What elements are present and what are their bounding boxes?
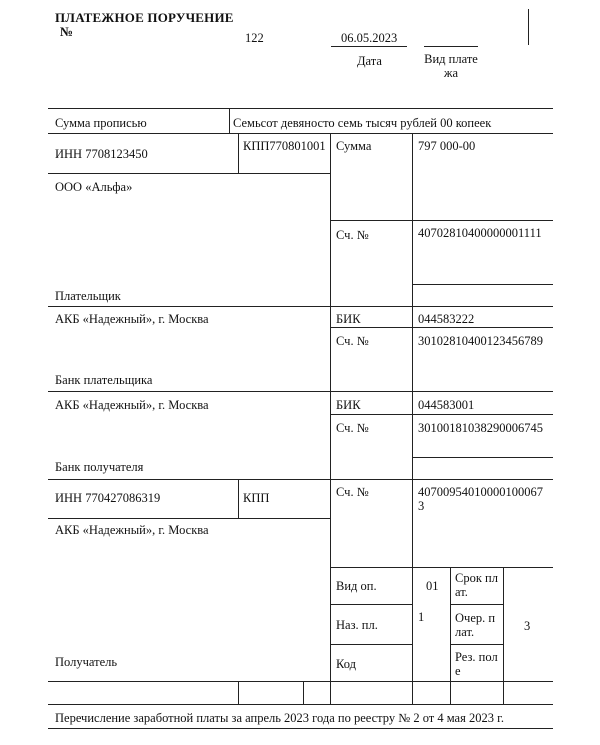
term-label: Срок плат. xyxy=(455,571,498,599)
payer-label: Плательщик xyxy=(55,289,121,303)
recipient-account-label: Сч. № xyxy=(336,485,369,499)
payer-account-label: Сч. № xyxy=(336,228,369,242)
amount-words-value: Семьсот девяносто семь тысяч рублей 00 копеек xyxy=(233,116,492,130)
payer-bik: 044583222 xyxy=(418,312,475,326)
order-left-value: 1 xyxy=(418,610,425,624)
recipient-inn: ИНН 770427086319 xyxy=(55,491,161,505)
payer-bank-name: АКБ «Надежный», г. Москва xyxy=(55,312,209,326)
date-underline xyxy=(331,46,407,47)
header-right-mark xyxy=(528,9,529,45)
payer-bank-account: 30102810400123456789 xyxy=(418,334,543,348)
recipient-name: АКБ «Надежный», г. Москва xyxy=(55,523,209,537)
order-number: 122 xyxy=(245,31,264,45)
recipient-bank-label: Банк получателя xyxy=(55,460,144,474)
payer-inn: ИНН 7708123450 xyxy=(55,147,148,161)
recipient-account: 40700954010000100067 3 xyxy=(418,485,543,513)
reserve-field-label: Рез. поле xyxy=(455,650,498,678)
payer-kpp: КПП770801001 xyxy=(243,139,326,153)
number-label: № xyxy=(60,24,74,39)
payment-sum: 797 000-00 xyxy=(418,139,476,153)
recipient-bik: 044583001 xyxy=(418,398,475,412)
payer-bank-account-label: Сч. № xyxy=(336,334,369,348)
payer-name: ООО «Альфа» xyxy=(55,180,133,194)
payer-bank-label: Банк плательщика xyxy=(55,373,153,387)
recipient-bank-account: 30100181038290006745 xyxy=(418,421,543,435)
payment-purpose: Перечисление заработной платы за апрель 2023 года по реестру № 2 от 4 мая 2023 г. xyxy=(55,711,504,725)
sum-label: Сумма xyxy=(336,139,372,153)
date-label: Дата xyxy=(357,54,382,68)
op-type-value: 01 xyxy=(426,579,439,593)
purpose-code-label: Наз. пл. xyxy=(336,618,378,632)
order-right-value: 3 xyxy=(524,619,531,633)
recipient-bank-account-label: Сч. № xyxy=(336,421,369,435)
form-title: ПЛАТЕЖНОЕ ПОРУЧЕНИЕ xyxy=(55,10,234,25)
recipient-bank-name: АКБ «Надежный», г. Москва xyxy=(55,398,209,412)
recipient-label: Получатель xyxy=(55,655,118,669)
recipient-kpp: КПП xyxy=(243,491,270,505)
payer-bik-label: БИК xyxy=(336,312,361,326)
order-label: Очер. плат. xyxy=(455,611,496,639)
recipient-bik-label: БИК xyxy=(336,398,361,412)
payment-type-underline xyxy=(424,46,478,47)
amount-words-label: Сумма прописью xyxy=(55,116,147,130)
payment-type-label: Вид платежа xyxy=(424,52,478,80)
op-type-label: Вид оп. xyxy=(336,579,377,593)
payer-account: 40702810400000001111 xyxy=(418,226,542,240)
code-label: Код xyxy=(336,657,356,671)
order-date: 06.05.2023 xyxy=(341,31,398,45)
